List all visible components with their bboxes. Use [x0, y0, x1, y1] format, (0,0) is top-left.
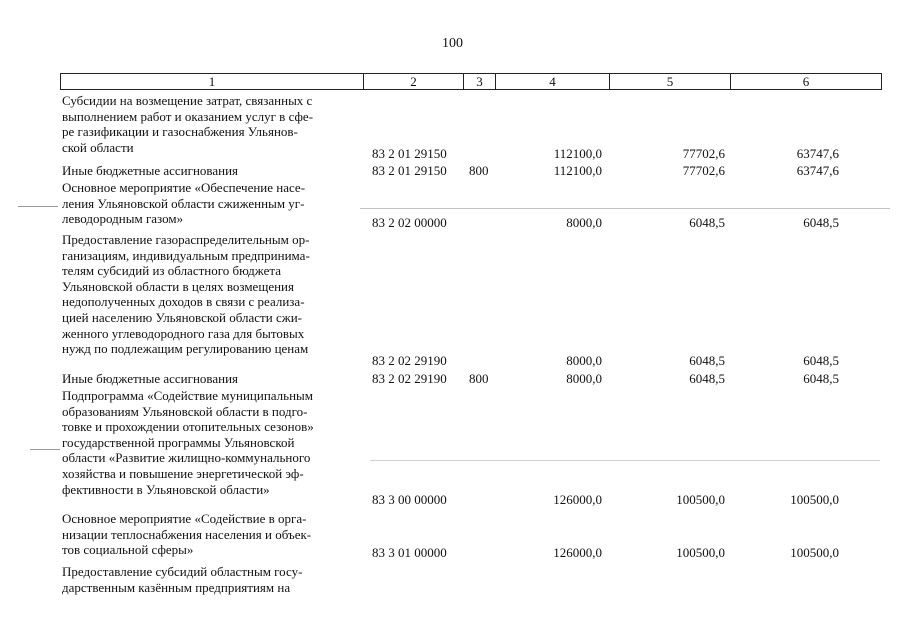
row-value-col6: 6048,5	[803, 215, 839, 230]
description-line: ления Ульяновской области сжиженным уг-	[62, 195, 305, 211]
row-description	[62, 371, 358, 387]
row-expense-type: 800	[469, 371, 489, 386]
scan-artifact-line	[18, 206, 58, 207]
row-value-col6: 100500,0	[790, 545, 839, 560]
scan-artifact-line	[360, 208, 890, 209]
row-value-col6: 63747,6	[796, 146, 839, 161]
description-line: нужд по подлежащим регулированию ценам	[62, 341, 309, 357]
row-value-col6: 63747,6	[796, 163, 839, 178]
description-line: дарственным казённым предприятиям на	[62, 579, 291, 595]
description-line: Ульяновской области в целях возмещения	[62, 278, 294, 294]
row-code: 83 2 02 29190	[372, 371, 447, 386]
row-code: 83 3 00 00000	[372, 492, 447, 507]
header-col-2: 2	[364, 74, 464, 89]
description-line: области «Развитие жилищно-коммунального	[62, 450, 311, 466]
page-number: 100	[442, 36, 463, 51]
row-description	[62, 180, 358, 227]
row-expense-type: 800	[469, 163, 489, 178]
scan-artifact-line	[30, 449, 60, 450]
header-col-3: 3	[464, 74, 496, 89]
row-value-col4: 8000,0	[566, 353, 602, 368]
header-col-4: 4	[496, 74, 610, 89]
description-line: Иные бюджетные ассигнования	[62, 163, 239, 178]
row-value-col6: 100500,0	[790, 492, 839, 507]
row-value-col5: 100500,0	[676, 545, 725, 560]
description-line: товке и прохождении отопительных сезонов»	[62, 419, 314, 435]
description-line: Предоставление субсидий областным госу-	[62, 564, 303, 579]
row-value-col4: 126000,0	[553, 545, 602, 560]
description-line: выполнением работ и оказанием услуг в сфе-	[62, 108, 314, 124]
description-line: образованиям Ульяновской области в подго-	[62, 403, 308, 419]
description-line: ской области	[62, 139, 134, 155]
row-value-col4: 112100,0	[553, 146, 602, 161]
header-col-6: 6	[802, 74, 810, 89]
row-code: 83 2 01 29150	[372, 146, 447, 161]
description-line: леводородным газом»	[62, 211, 184, 227]
row-value-col5: 6048,5	[689, 215, 725, 230]
row-code: 83 2 02 29190	[372, 353, 447, 368]
table-header	[60, 73, 882, 90]
row-value-col5: 77702,6	[682, 163, 725, 178]
description-line: Основное мероприятие «Обеспечение насе-	[62, 180, 306, 195]
description-line: телям субсидий из областного бюджета	[62, 263, 281, 279]
description-line: низации теплоснабжения населения и объек-	[62, 526, 312, 542]
row-value-col5: 6048,5	[689, 353, 725, 368]
description-line: цией населению Ульяновской области сжи-	[62, 309, 302, 325]
header-col-5: 5	[610, 74, 731, 89]
row-description	[62, 511, 358, 558]
description-line: женного углеводородного газа для бытовых	[62, 325, 305, 341]
description-line: Основное мероприятие «Содействие в орга-	[62, 511, 307, 526]
scan-artifact-line	[370, 460, 880, 461]
row-description	[62, 388, 358, 497]
description-line: ганизациям, индивидуальным предпринима-	[62, 247, 310, 263]
description-line: ре газификации и газоснабжения Ульянов-	[62, 124, 298, 140]
row-code: 83 2 01 29150	[372, 163, 447, 178]
row-value-col5: 100500,0	[676, 492, 725, 507]
description-line: фективности в Ульяновской области»	[62, 481, 270, 497]
description-line: тов социальной сферы»	[62, 542, 194, 558]
description-line: Подпрограмма «Содействие муниципальным	[62, 388, 314, 403]
row-value-col6: 6048,5	[803, 353, 839, 368]
description-line: Иные бюджетные ассигнования	[62, 371, 239, 386]
row-description	[62, 564, 358, 595]
description-line: Субсидии на возмещение затрат, связанных с	[62, 93, 313, 108]
header-col-1: 1	[61, 74, 364, 89]
description-line: хозяйства и повышение энергетической эф-	[62, 465, 304, 481]
description-line: государственной программы Ульяновской	[62, 434, 295, 450]
row-description	[62, 232, 358, 357]
row-code: 83 3 01 00000	[372, 545, 447, 560]
row-value-col4: 112100,0	[553, 163, 602, 178]
row-value-col4: 8000,0	[566, 215, 602, 230]
row-value-col4: 126000,0	[553, 492, 602, 507]
row-value-col4: 8000,0	[566, 371, 602, 386]
row-value-col6: 6048,5	[803, 371, 839, 386]
row-value-col5: 77702,6	[682, 146, 725, 161]
row-description	[62, 163, 358, 179]
row-code: 83 2 02 00000	[372, 215, 447, 230]
row-value-col5: 6048,5	[689, 371, 725, 386]
description-line: Предоставление газораспределительным ор-	[62, 232, 310, 247]
description-line: недополученных доходов в связи с реализа-	[62, 294, 305, 310]
row-description	[62, 93, 358, 155]
